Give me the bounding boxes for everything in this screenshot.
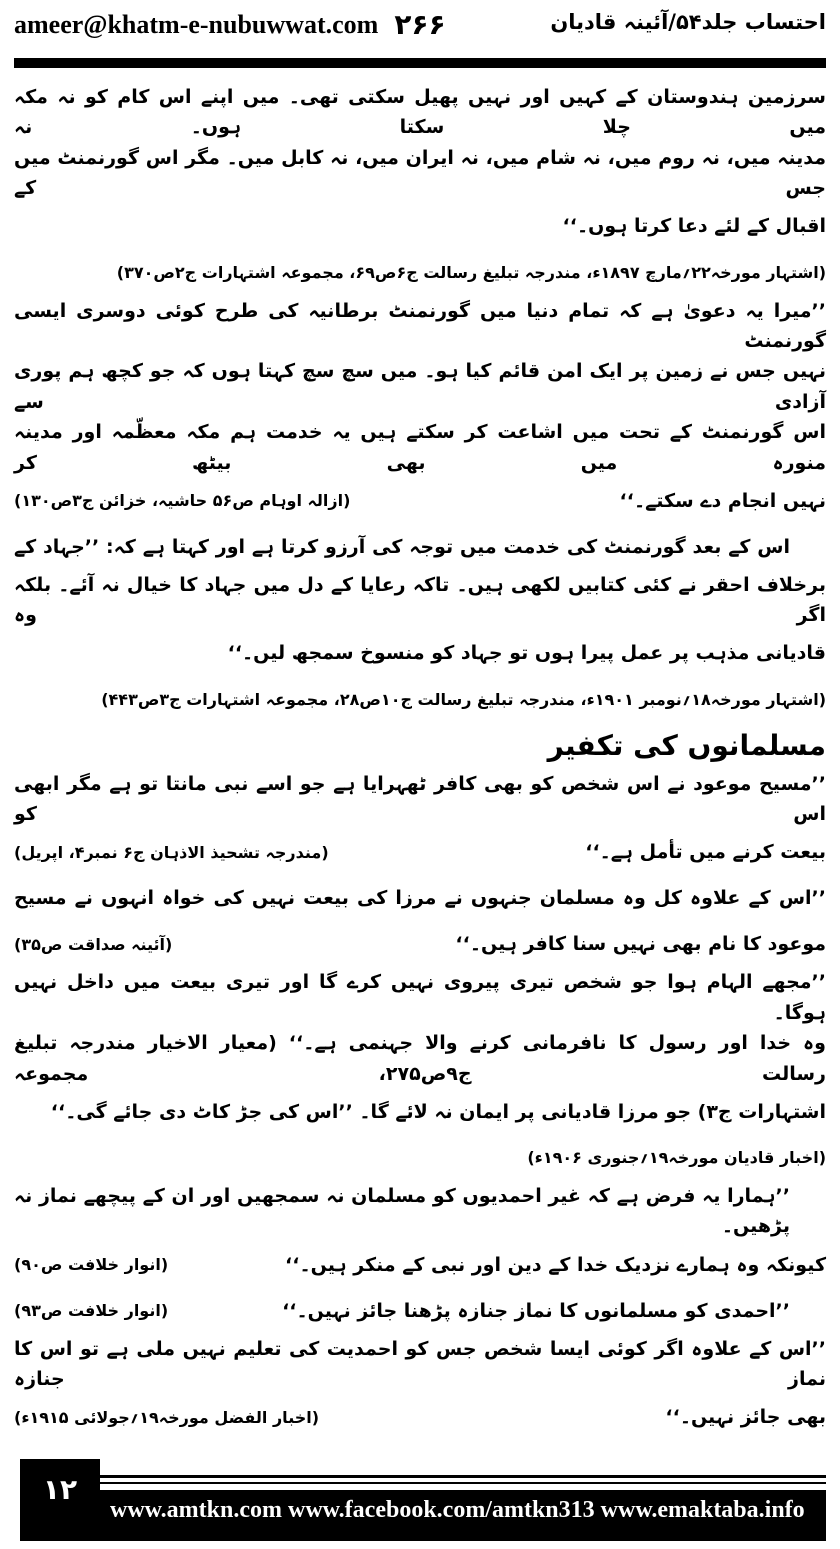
text-line (14, 204, 826, 250)
header-left (14, 8, 446, 41)
text-line (14, 82, 826, 143)
text-line (14, 296, 826, 357)
citation-reference: (اخبار قادیان مورخہ۱۹؍جنوری ۱۹۰۶ء) (527, 1148, 826, 1168)
text-line (14, 921, 826, 967)
line-text: مدینہ میں، نہ روم میں، نہ شام میں، نہ ایران میں، نہ کابل میں۔ مگر اس گورنمنٹ میں جس کے (14, 146, 826, 200)
line-text: نہیں انجام دے سکتے۔‘‘ (619, 489, 826, 512)
line-text: اشتہارات ج۳) جو مرزا قادیانی پر ایمان نہ لائے گا۔ ’’اس کی جڑ کاٹ دی جائے گی۔‘‘ (50, 1100, 826, 1123)
footer-page-number: ۱۲ (20, 1459, 100, 1541)
text-line (14, 1334, 826, 1395)
line-text: ’’احمدی کو مسلمانوں کا نماز جنازہ پڑھنا جائز نہیں۔‘‘ (282, 1299, 790, 1322)
line-text: اقبال کے لئے دعا کرتا ہوں۔‘‘ (562, 215, 826, 238)
page-header (14, 0, 826, 58)
text-line (14, 1242, 826, 1288)
text-line (14, 1135, 826, 1181)
text-line (14, 1181, 826, 1242)
text-line (14, 524, 826, 570)
text-line (14, 570, 826, 631)
text-line (14, 356, 826, 417)
citation-reference: (آئینہ صداقت ص۳۵) (14, 934, 173, 954)
line-text: اس گورنمنٹ کے تحت میں اشاعت کر سکتے ہیں یہ خدمت ہم مکہ معظّمہ اور مدینہ منورہ میں بھی بیٹھ کر (14, 421, 826, 474)
page-body (14, 82, 826, 1441)
text-line (14, 875, 826, 921)
text-line (14, 143, 826, 204)
line-text: موعود کا نام بھی نہیں سنا کافر ہیں۔‘‘ (455, 933, 826, 956)
header-rule (14, 58, 826, 68)
citation-reference: (مندرجہ تشحیذ الاذہان ج۶ نمبر۴، اپریل) (14, 842, 329, 862)
text-line (14, 829, 826, 875)
citation-reference: (ازالہ اوہام ص۵۶ حاشیہ، خزائن ج۳ص۱۳۰) (14, 491, 351, 511)
line-text: برخلاف احقر نے کئی کتابیں لکھی ہیں۔ تاکہ رعایا کے دل میں جہاد کا خیال نہ آئے۔ بلکہ اگر وہ (14, 573, 826, 627)
line-text: ’’مسیح موعود نے اس شخص کو بھی کافر ٹھہرایا ہے جو اسے نبی مانتا تو ہے مگر ابھی اس کو (14, 772, 826, 826)
citation-reference: (انوار خلافت ص۹۰) (14, 1255, 169, 1275)
citation-reference: (انوار خلافت ص۹۳) (14, 1301, 169, 1321)
text-line (14, 1395, 826, 1441)
line-text: ’’میرا یہ دعویٰ ہے کہ تمام دنیا میں گورنمنٹ برطانیہ کی طرح کوئی دوسری ایسی گورنمنٹ (14, 299, 826, 352)
line-text: ’’ہمارا یہ فرض ہے کہ غیر احمدیوں کو مسلمان نہ سمجھیں اور ان کے پیچھے نماز نہ پڑھیں۔ (14, 1185, 790, 1238)
line-text: اس کے بعد گورنمنٹ کی خدمت میں توجہ کی آرزو کرتا ہے اور کہتا ہے کہ: ’’جہاد کے (14, 535, 790, 558)
citation-reference: (اشتہار مورخہ۱۸؍نومبر ۱۹۰۱ء، مندرجہ تبلیغ رسالت ج۱۰ص۲۸، مجموعہ اشتہارات ج۳ص۴۴۳) (101, 689, 826, 709)
footer-rule (100, 1475, 826, 1478)
line-text: ’’مجھے الہام ہوا جو شخص تیری پیروی نہیں کرے گا اور تیری بیعت میں داخل نہیں ہوگا۔ (14, 971, 826, 1024)
footer-rule (100, 1482, 826, 1484)
text-line (14, 478, 826, 524)
line-text: ’’اس کے علاوہ اگر کوئی ایسا شخص جس کو احمدیت کی تعلیم نہیں ملی ہے تو اس کا نماز جنازہ (14, 1337, 826, 1391)
text-line (14, 1288, 826, 1334)
line-text: بیعت کرنے میں تأمل ہے۔‘‘ (585, 841, 826, 864)
text-line (14, 631, 826, 677)
line-text: قادیانی مذہب پر عمل پیرا ہوں تو جہاد کو منسوخ سمجھ لیں۔‘‘ (227, 642, 826, 665)
line-text: ’’اس کے علاوہ کل وہ مسلمان جنہوں نے مرزا کی بیعت نہیں کی خواہ انہوں نے مسیح (14, 887, 826, 910)
text-line (14, 677, 826, 723)
header-book-title: احتساب جلد۵۴/آئینہ قادیان (550, 10, 826, 34)
line-text: بھی جائز نہیں۔‘‘ (665, 1406, 826, 1429)
page-footer (20, 1459, 826, 1541)
line-text: نہیں جس نے زمین پر ایک امن قائم کیا ہو۔ میں سچ سچ کہتا ہوں کہ جو کچھ ہم پوری آزادی سے (14, 360, 826, 413)
line-text: وہ خدا اور رسول کا نافرمانی کرنے والا جہنمی ہے۔‘‘ (معیار الاخیار مندرجہ تبلیغ رسالت ج۹ص۲۷۵، مجموعہ (14, 1032, 826, 1085)
text-line (14, 417, 826, 478)
citation-reference: (اخبار الفضل مورخہ۱۹؍جولائی ۱۹۱۵ء) (14, 1407, 320, 1427)
section-heading-row (14, 723, 826, 769)
citation-reference: (اشتہار مورخہ۲۲؍مارچ ۱۸۹۷ء، مندرجہ تبلیغ رسالت ج۶ص۶۹، مجموعہ اشتہارات ج۲ص۳۷۰) (116, 262, 826, 282)
text-line (14, 1028, 826, 1089)
text-line (14, 1089, 826, 1135)
text-line (14, 967, 826, 1028)
text-line (14, 769, 826, 830)
text-line (14, 250, 826, 296)
header-page-number: ۲۶۶ (394, 8, 446, 41)
line-text: کیونکہ وہ ہمارے نزدیک خدا کے دین اور نبی کے منکر ہیں۔‘‘ (285, 1253, 826, 1276)
footer-urls: www.amtkn.com www.facebook.com/amtkn313 www.emaktaba.info (110, 1496, 805, 1523)
section-heading: مسلمانوں کی تکفیر (547, 728, 826, 762)
line-text: سرزمین ہندوستان کے کہیں اور نہیں پھیل سکتی تھی۔ میں اپنے اس کام کو نہ مکہ میں چلا سکتا ہوں۔ نہ (14, 86, 826, 139)
header-email: ameer@khatm-e-nubuwwat.com (14, 9, 379, 39)
